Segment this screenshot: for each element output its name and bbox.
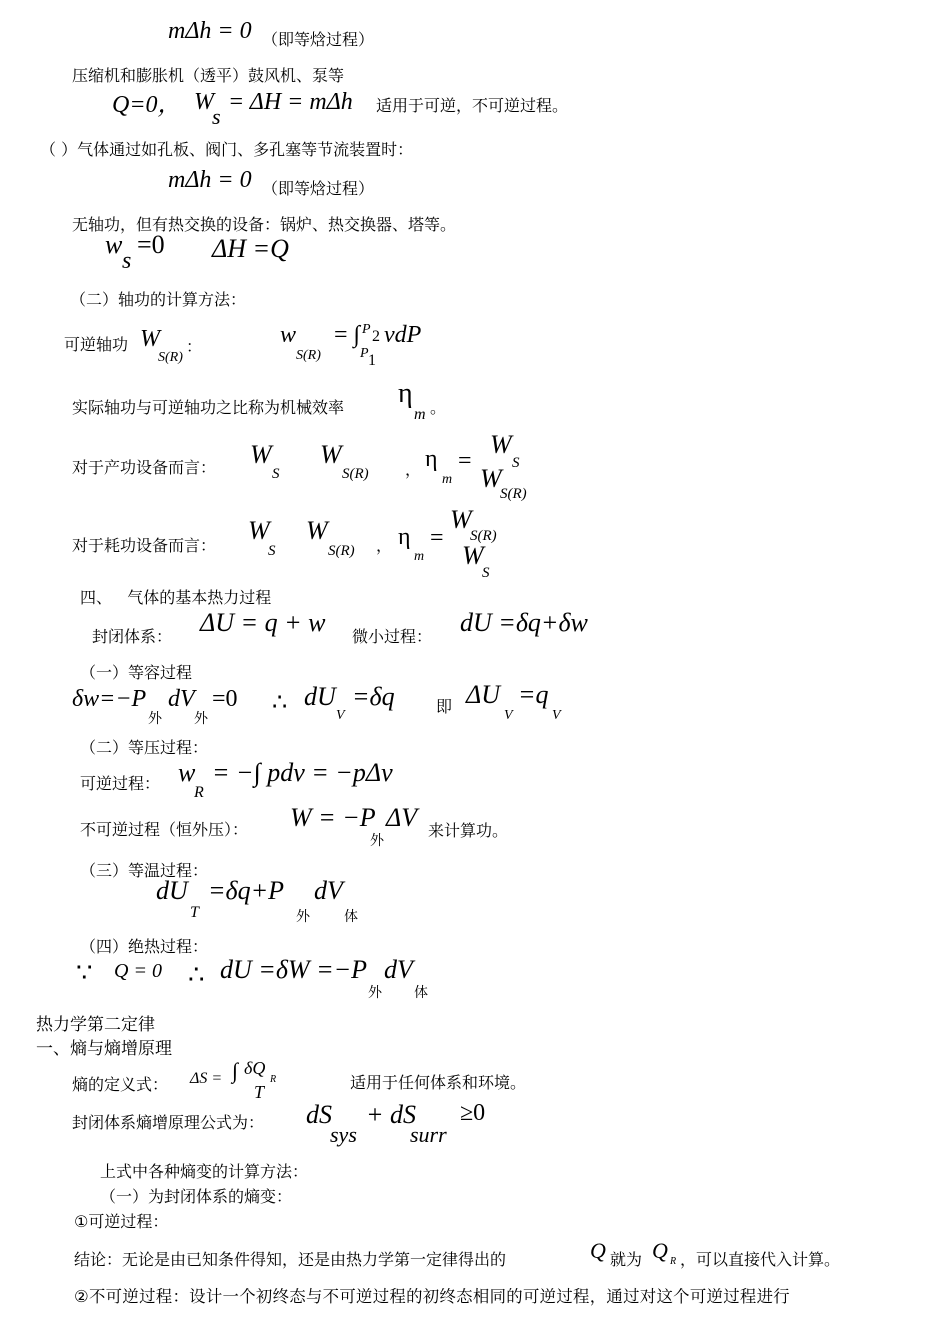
conclusion-qr-sub: R [670, 1256, 677, 1267]
q-zero-formula: Q=0， [112, 92, 182, 118]
ws-actual-sub: S [272, 466, 280, 482]
system-subscript: 体 [344, 909, 358, 925]
ws-reversible-2: W [306, 516, 328, 545]
temperature: T [254, 1082, 265, 1102]
reversible-shaft-work-symbol: W [140, 326, 160, 352]
geq-zero: ≥0 [460, 1100, 486, 1126]
closed-system-entropy-heading: （一）为封闭体系的熵变： [100, 1187, 293, 1206]
adiabatic-heading: （四）绝热过程： [80, 937, 209, 956]
denominator-w: W [480, 464, 502, 493]
denominator-sub: S(R) [500, 486, 527, 502]
isenthalpic-equation: mΔh = 0 [168, 18, 252, 44]
delta-q: δQ [244, 1058, 266, 1078]
isochoric-heading: （一）等容过程 [80, 663, 193, 682]
isothermal-heading: （三）等温过程： [80, 861, 209, 880]
numerator-sub-2: S(R) [470, 528, 497, 544]
reversible-work-subscript: S(R) [296, 348, 321, 363]
du-v: dU [304, 682, 336, 711]
du-t: dU [156, 876, 188, 905]
equals: = [458, 448, 472, 474]
entropy-definition-label: 熵的定义式： [72, 1075, 169, 1094]
ws-subscript: s [122, 248, 132, 274]
delta-u-v: ΔU [466, 680, 501, 709]
delta-q-sub: R [270, 1074, 277, 1085]
ws-zero: =0 [137, 230, 165, 259]
shaft-work-subscript: s [212, 104, 221, 129]
comma: ， [405, 460, 422, 479]
numerator-w-2: W [450, 505, 472, 534]
w-r: w [178, 758, 196, 787]
differential-first-law: dU =δq+δw [460, 608, 588, 637]
calculate-work-text: 来计算功。 [428, 821, 509, 840]
delta-s: ΔS = [190, 1070, 223, 1087]
isobaric-work-equation: = −∫ pdv = −pΔv [212, 758, 393, 787]
external-subscript-5: 外 [368, 985, 382, 1001]
eta-producing: η [425, 446, 438, 472]
entropy-increase-label: 封闭体系熵增原理公式为： [72, 1113, 265, 1132]
dv-term: dV [168, 686, 195, 712]
reversible-shaft-work-label: 可逆轴功 [64, 335, 129, 354]
denominator-sub-2: S [482, 565, 490, 581]
because-symbol: ∵ [76, 958, 93, 987]
equals-qv: =q [518, 680, 549, 709]
comma-2: ， [376, 536, 393, 555]
applicability-note-2: 适用于任何体系和环境。 [350, 1073, 527, 1092]
ds-surr: + dS [366, 1100, 417, 1129]
isothermal-equation: =δq+P [208, 876, 285, 905]
external-subscript-2: 外 [194, 711, 208, 727]
colon: ： [186, 337, 203, 356]
isenthalpic-equation-2: mΔh = 0 [168, 167, 252, 193]
ws-reversible-2-sub: S(R) [328, 543, 355, 559]
ws-reversible: W [320, 440, 342, 469]
equals-dq: =δq [352, 682, 395, 711]
conclusion-q: Q [590, 1238, 606, 1263]
eta-subscript: m [414, 406, 426, 423]
equals-2: = [430, 525, 444, 551]
eta-consuming-sub: m [414, 549, 425, 564]
irreversible-process-label: 不可逆过程（恒外压）： [80, 820, 249, 839]
du-t-sub: T [190, 904, 199, 921]
calculation-methods-text: 上式中各种熵变的计算方法： [100, 1162, 309, 1181]
reversible-shaft-work-subscript: S(R) [158, 350, 183, 365]
external-subscript-3: 外 [370, 833, 384, 849]
ws-reversible-sub: S(R) [342, 466, 369, 482]
conclusion-text-a: 结论：无论是由已知条件得知，还是由热力学第一定律得出的 [74, 1250, 507, 1269]
numerator-w: W [490, 430, 512, 459]
external-subscript: 外 [148, 711, 162, 727]
shaft-work-equation: = ΔH = mΔh [228, 89, 353, 115]
infinitesimal-process-label: 微小过程： [352, 627, 433, 646]
eta-producing-sub: m [442, 472, 453, 487]
adiabatic-equation: dU =δW =−P [220, 955, 368, 984]
qv-sub: V [552, 708, 561, 723]
compressor-devices-text: 压缩机和膨胀机（透平）鼓风机、泵等 [72, 66, 345, 85]
conclusion-text-b: 就为 [610, 1250, 643, 1269]
first-law-equation: ΔU = q + w [200, 608, 326, 637]
heat-exchange-devices-text: 无轴功，但有热交换的设备：锅炉、热交换器、塔等。 [72, 215, 457, 234]
irreversible-process-item: ②不可逆过程：设计一个初终态与不可逆过程的初终态相同的可逆过程，通过对这个可逆过程进行 [74, 1287, 790, 1306]
isobaric-heading: （二）等压过程： [80, 738, 209, 757]
producing-device-label: 对于产功设备而言： [72, 458, 217, 477]
reversible-work-w: w [280, 322, 297, 348]
upper-limit-2: 2 [372, 328, 380, 345]
delta-u-v-sub: V [504, 708, 513, 723]
section-four-heading: 四、 气体的基本热力过程 [80, 588, 272, 607]
du-v-sub: V [336, 708, 345, 723]
dv-system-2: dV [384, 955, 413, 984]
reversible-process-label: 可逆过程： [80, 774, 161, 793]
period: 。 [430, 398, 447, 417]
dv-system: dV [314, 876, 343, 905]
delta-v: ΔV [386, 803, 418, 832]
closed-system-label: 封闭体系： [92, 627, 173, 646]
external-subscript-4: 外 [296, 909, 310, 925]
eta-consuming: η [398, 524, 411, 550]
namely-label: 即 [436, 697, 453, 716]
ds-surr-sub: surr [410, 1122, 447, 1147]
therefore-symbol: ∴ [272, 690, 288, 716]
enthalpy-equals-q: ΔH =Q [212, 234, 289, 263]
shaft-work-symbol: W [194, 89, 214, 115]
eta-symbol: η [398, 378, 413, 409]
w-r-sub: R [194, 784, 204, 801]
entropy-section-heading: 一、熵与熵增原理 [36, 1039, 172, 1059]
isochoric-work: δw=−P [72, 686, 147, 712]
efficiency-definition-text: 实际轴功与可逆轴功之比称为机械效率 [72, 398, 345, 417]
throttling-text: （ ）气体通过如孔板、阀门、多孔塞等节流装置时： [40, 140, 414, 159]
conclusion-text-c: ，可以直接代入计算。 [680, 1250, 841, 1269]
irreversible-work: W = −P [290, 803, 376, 832]
reversible-process-item: ①可逆过程： [74, 1212, 169, 1231]
shaft-work-method-heading: （二）轴功的计算方法： [70, 290, 247, 309]
numerator-sub: S [512, 455, 520, 471]
conclusion-qr: Q [652, 1238, 668, 1263]
ds-sys-sub: sys [330, 1122, 357, 1147]
equals-zero: =0 [212, 686, 238, 712]
consuming-device-label: 对于耗功设备而言： [72, 536, 217, 555]
second-law-heading: 热力学第二定律 [36, 1015, 155, 1035]
ws-actual-2: W [248, 516, 270, 545]
isenthalpic-note-2: （即等焓过程） [262, 179, 375, 198]
lower-limit-p: P [360, 346, 369, 361]
therefore-symbol-2: ∴ [188, 960, 205, 989]
denominator-w-2: W [462, 541, 484, 570]
isenthalpic-note: （即等焓过程） [262, 30, 375, 49]
ws-actual-2-sub: S [268, 543, 276, 559]
ws-actual: W [250, 440, 272, 469]
integral-sign: = ∫ [334, 322, 361, 348]
lower-limit-1: 1 [368, 352, 376, 369]
upper-limit-p: P [362, 322, 371, 337]
q-zero-adiabatic: Q = 0 [114, 960, 162, 982]
ds-sys: dS [306, 1100, 332, 1129]
ws-symbol: w [105, 230, 123, 259]
vdp: vdP [384, 322, 422, 348]
applicability-note: 适用于可逆，不可逆过程。 [376, 96, 569, 115]
system-subscript-2: 体 [414, 985, 428, 1001]
entropy-integral: ∫ [232, 1058, 239, 1083]
